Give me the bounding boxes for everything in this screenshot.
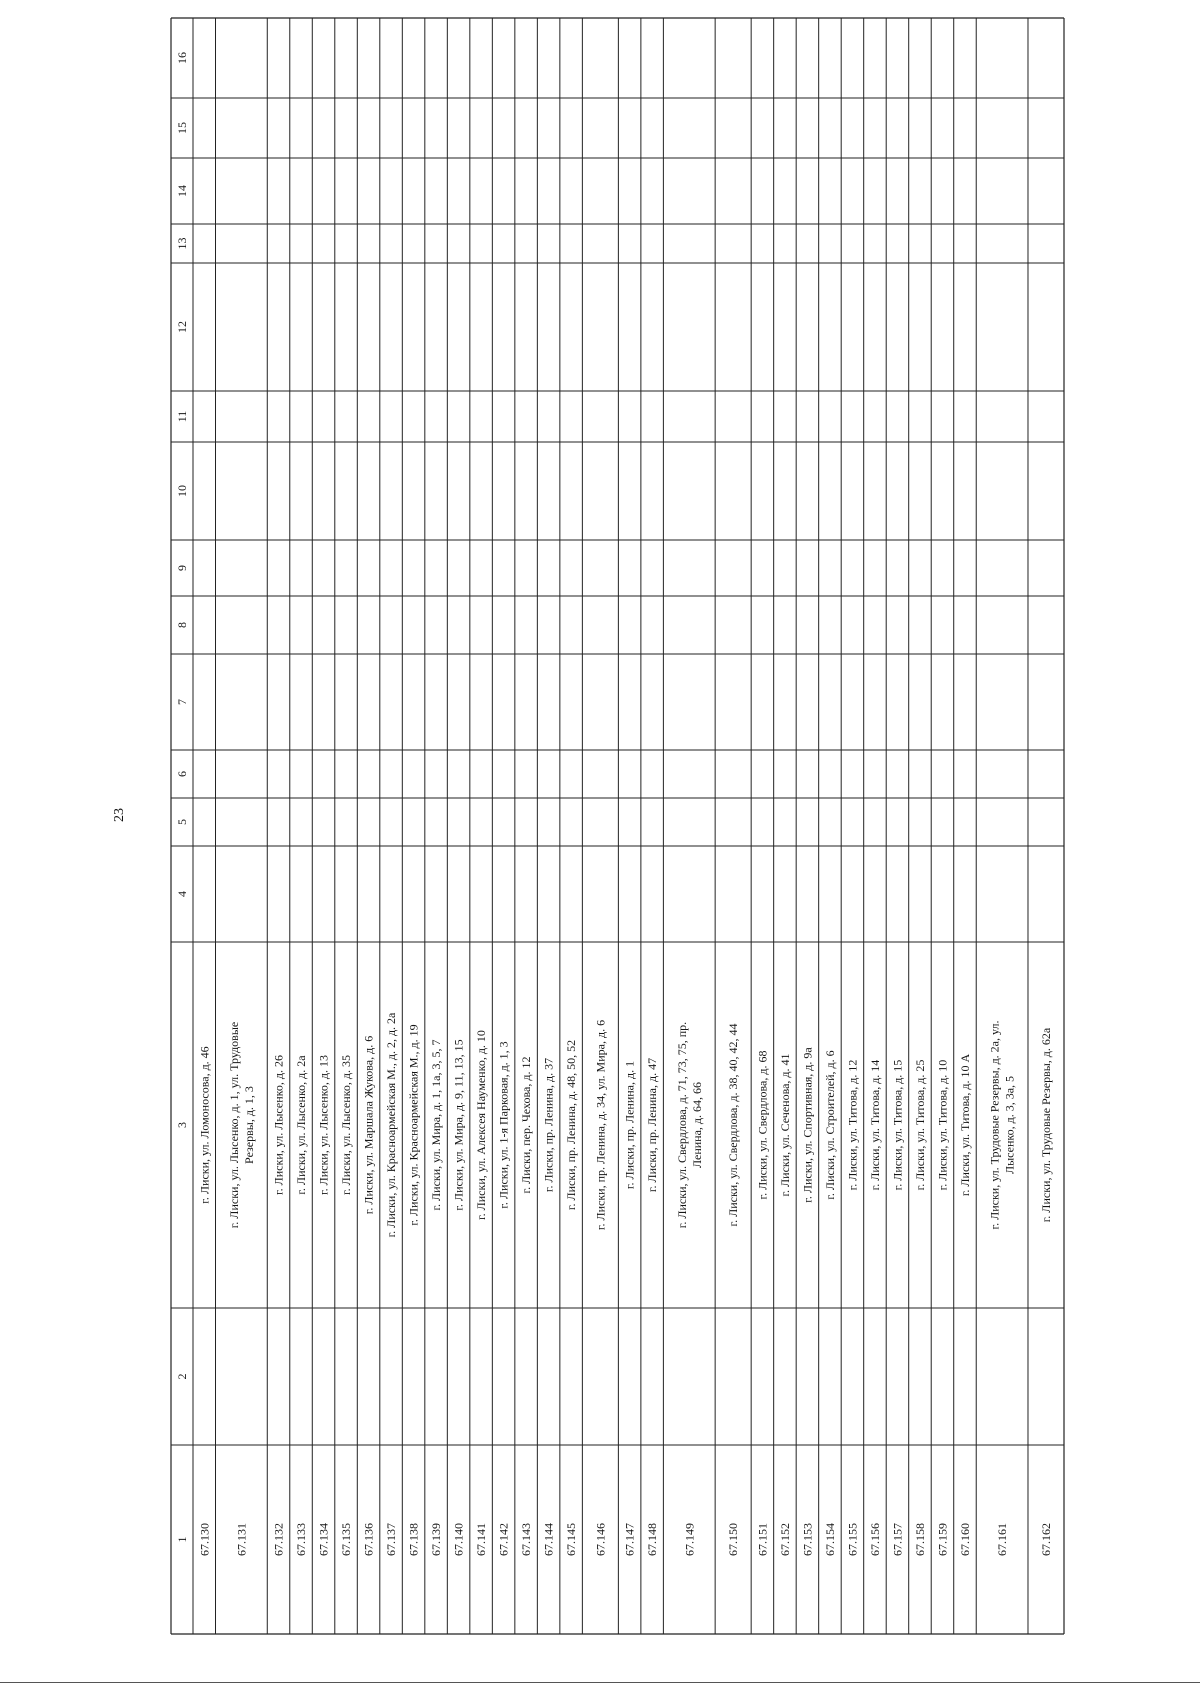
table-row [755, 1051, 769, 1556]
column-header-1: 1 [175, 1536, 189, 1543]
row-number: 67.160 [957, 1523, 972, 1556]
row-address: г. Лиски, ул. Сеченова, д. 41 [777, 1053, 792, 1197]
row-number: 67.148 [645, 1523, 660, 1556]
table-row [317, 1055, 331, 1556]
table-row [497, 1041, 511, 1556]
table-row [675, 1022, 704, 1556]
row-address: г. Лиски, ул. Титова, д. 10 [935, 1059, 950, 1191]
column-header-6: 6 [175, 771, 189, 777]
column-header-10: 10 [175, 485, 189, 497]
row-address: г. Лиски, пр. Ленина, д. 47 [645, 1057, 660, 1193]
table-row [272, 1055, 286, 1556]
row-address: г. Лиски, ул. Титова, д. 25 [912, 1059, 927, 1191]
table-row [474, 1030, 488, 1556]
row-address: г. Лиски, пр. Ленина, д. 48, 50, 52 [564, 1039, 579, 1211]
table-row [988, 1021, 1017, 1556]
row-address: г. Лиски, ул. Лысенко, д. 1, ул. Трудовые [226, 1021, 241, 1229]
table-row [197, 1046, 211, 1556]
row-address: г. Лиски, ул. Трудовые Резервы, д. 2а, ул. [987, 1020, 1002, 1230]
column-header-9: 9 [175, 565, 189, 571]
column-header-8: 8 [175, 622, 189, 628]
table-row [958, 1054, 972, 1556]
row-number: 67.146 [593, 1523, 608, 1556]
row-address: г. Лиски, ул. Маршала Жукова, д. 6 [361, 1035, 376, 1215]
row-address: г. Лиски, ул. Алексея Науменко, д. 10 [474, 1030, 489, 1220]
row-number: 67.161 [995, 1523, 1010, 1556]
table-row [800, 1047, 814, 1556]
column-header-5: 5 [175, 819, 189, 825]
row-address: г. Лиски, ул. Мира, д. 9, 11, 13, 15 [451, 1039, 466, 1211]
table-row [384, 1012, 398, 1556]
table-row [1039, 1027, 1053, 1556]
page-bottom-edge [0, 1682, 1200, 1683]
row-address: г. Лиски, ул. Свердлова, д. 68 [755, 1050, 770, 1200]
row-number: 67.147 [622, 1523, 637, 1556]
row-number: 67.140 [451, 1523, 466, 1556]
row-number: 67.155 [845, 1523, 860, 1556]
row-number: 67.149 [682, 1523, 697, 1556]
column-header-16: 16 [175, 52, 189, 64]
row-address: г. Лиски, ул. Красноармейская М., д. 19 [406, 1024, 421, 1226]
row-address: Ленина, д. 64, 66 [689, 1081, 704, 1169]
row-address: г. Лиски, ул. Свердлова, д. 38, 40, 42, 44 [726, 1023, 741, 1227]
row-number: 67.152 [777, 1523, 792, 1556]
row-number: 67.132 [271, 1523, 286, 1556]
table-row [778, 1053, 792, 1556]
row-address: г. Лиски, ул. Строителей, д. 6 [822, 1050, 837, 1200]
row-number: 67.133 [294, 1523, 309, 1556]
table-row [564, 1040, 578, 1556]
row-address: г. Лиски, ул. Ломоносова, д. 46 [197, 1046, 212, 1204]
row-number: 67.145 [564, 1523, 579, 1556]
row-address: Резервы, д. 1, 3 [241, 1086, 256, 1164]
row-number: 67.142 [496, 1523, 511, 1556]
table-row [726, 1024, 740, 1556]
row-number: 67.139 [429, 1523, 444, 1556]
row-number: 67.134 [316, 1523, 331, 1556]
row-address: г. Лиски, ул. 1-я Парковая, д. 1, 3 [496, 1041, 511, 1209]
page-number: 23 [112, 808, 127, 822]
table-row [362, 1036, 376, 1556]
column-header-15: 15 [175, 122, 189, 134]
row-address: г. Лиски, ул. Титова, д. 10 А [957, 1053, 972, 1197]
column-header-12: 12 [175, 321, 189, 333]
table-row [227, 1022, 256, 1556]
row-address: г. Лиски, ул. Лысенко, д. 13 [316, 1055, 331, 1195]
row-number: 67.135 [339, 1523, 354, 1556]
row-number: 67.151 [755, 1523, 770, 1556]
row-address: г. Лиски, ул. Лысенко, д. 26 [271, 1055, 286, 1195]
row-number: 67.156 [867, 1523, 882, 1556]
table-row [429, 1039, 443, 1556]
column-header-11: 11 [175, 410, 189, 423]
row-number: 67.154 [822, 1523, 837, 1556]
table-grid [171, 18, 1064, 1634]
table-row [339, 1055, 353, 1556]
row-number: 67.158 [912, 1523, 927, 1556]
table-body [197, 1012, 1053, 1556]
table-row [407, 1024, 421, 1556]
row-address: г. Лиски, ул. Мира, д. 1, 1а, 3, 5, 7 [429, 1039, 444, 1211]
column-header-2: 2 [175, 1373, 189, 1380]
row-number: 67.153 [800, 1523, 815, 1556]
table-row [542, 1058, 556, 1556]
row-number: 67.159 [935, 1523, 950, 1556]
column-header-7: 7 [175, 699, 189, 705]
row-number: 67.131 [234, 1523, 249, 1556]
row-number: 67.141 [474, 1523, 489, 1556]
row-address: г. Лиски, ул. Красноармейская М., д. 2, д. 2а [384, 1012, 399, 1238]
row-number: 67.162 [1038, 1523, 1053, 1556]
table-row [294, 1055, 308, 1556]
row-address: Лысенко, д. 3, 3а, 5 [1002, 1075, 1017, 1175]
row-address: г. Лиски, пр. Ленина, д. 37 [541, 1057, 556, 1193]
column-header-4: 4 [175, 891, 189, 897]
row-address: г. Лиски, ул. Титова, д. 12 [845, 1059, 860, 1191]
table-row [519, 1057, 533, 1556]
column-header-14: 14 [175, 185, 189, 197]
table-row [593, 1020, 607, 1556]
row-address: г. Лиски, ул. Свердлова, д. 71, 73, 75, пр. [674, 1021, 689, 1229]
row-number: 67.150 [726, 1523, 741, 1556]
column-header-13: 13 [175, 237, 189, 250]
row-number: 67.137 [384, 1523, 399, 1556]
row-address: г. Лиски, пер. Чехова, д. 12 [519, 1056, 534, 1194]
row-number: 67.130 [197, 1523, 212, 1556]
row-number: 67.143 [519, 1523, 534, 1556]
row-number: 67.138 [406, 1523, 421, 1556]
table-row [452, 1039, 466, 1556]
table-header-row [175, 52, 189, 1543]
row-number: 67.136 [361, 1523, 376, 1556]
row-address: г. Лиски, ул. Титова, д. 14 [867, 1059, 882, 1191]
row-address: г. Лиски, ул. Трудовые Резервы, д. 62а [1038, 1027, 1053, 1223]
row-address: г. Лиски, пр. Ленина, д. 34, ул. Мира, д. 6 [593, 1019, 608, 1231]
row-number: 67.157 [890, 1523, 905, 1556]
column-header-3: 3 [175, 1122, 189, 1128]
row-address: г. Лиски, ул. Титова, д. 15 [890, 1059, 905, 1191]
table-row [645, 1058, 659, 1556]
row-number: 67.144 [541, 1523, 556, 1556]
row-address: г. Лиски, ул. Лысенко, д. 35 [339, 1055, 354, 1195]
row-address: г. Лиски, ул. Лысенко, д. 2а [294, 1055, 309, 1195]
row-address: г. Лиски, пр. Ленина, д. 1 [622, 1060, 637, 1190]
table-row [823, 1050, 837, 1556]
row-address: г. Лиски, ул. Спортивная, д. 9а [800, 1047, 815, 1203]
